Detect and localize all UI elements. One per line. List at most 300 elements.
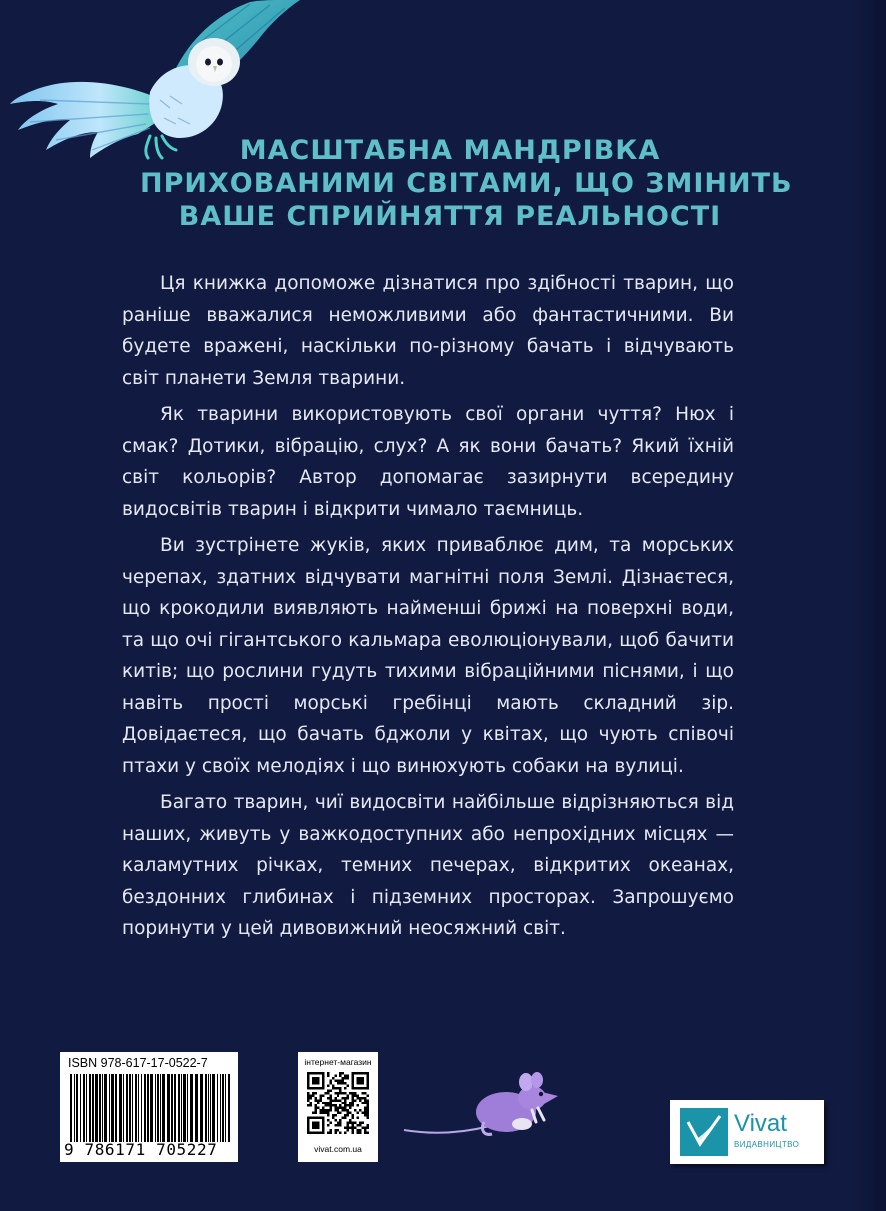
barcode-bar xyxy=(132,1074,133,1142)
barcode-bar xyxy=(138,1074,139,1142)
qr-module xyxy=(332,1114,334,1116)
qr-code-block[interactable] xyxy=(298,1052,378,1162)
qr-module xyxy=(344,1102,346,1104)
qr-module xyxy=(344,1087,346,1089)
qr-module xyxy=(367,1072,369,1074)
qr-module xyxy=(367,1112,369,1114)
qr-module xyxy=(307,1077,309,1079)
barcode-digits: 9 786171 705227 xyxy=(64,1140,218,1159)
qr-module xyxy=(324,1112,326,1114)
qr-module xyxy=(367,1104,369,1106)
barcode-bar xyxy=(220,1074,221,1142)
barcode-bar xyxy=(111,1074,114,1142)
qr-module xyxy=(344,1117,346,1119)
qr-module xyxy=(352,1079,354,1081)
qr-module xyxy=(344,1104,346,1106)
qr-module xyxy=(364,1099,366,1101)
qr-module xyxy=(359,1099,361,1101)
qr-module xyxy=(334,1074,336,1076)
qr-module xyxy=(312,1087,314,1089)
qr-module xyxy=(317,1082,319,1084)
barcode-bar xyxy=(126,1074,128,1142)
qr-module xyxy=(359,1072,361,1074)
barcode-bar xyxy=(150,1074,153,1142)
qr-module xyxy=(329,1099,331,1101)
qr-module xyxy=(317,1124,319,1126)
qr-module xyxy=(354,1109,356,1111)
qr-module xyxy=(349,1107,351,1109)
qr-module xyxy=(312,1094,314,1096)
qr-module xyxy=(329,1132,331,1134)
qr-module xyxy=(307,1094,309,1096)
qr-module xyxy=(314,1079,316,1081)
qr-module xyxy=(337,1124,339,1126)
isbn-label: ISBN 978-617-17-0522-7 xyxy=(68,1056,208,1070)
qr-module xyxy=(322,1087,324,1089)
qr-module xyxy=(352,1114,354,1116)
barcode-bar xyxy=(119,1074,122,1142)
qr-module xyxy=(307,1124,309,1126)
qr-module xyxy=(307,1119,309,1121)
barcode-bar xyxy=(181,1074,182,1142)
qr-module xyxy=(312,1124,314,1126)
qr-module xyxy=(342,1097,344,1099)
qr-module xyxy=(347,1127,349,1129)
qr-module xyxy=(307,1117,309,1119)
qr-module xyxy=(322,1077,324,1079)
qr-module xyxy=(332,1077,334,1079)
qr-module xyxy=(312,1077,314,1079)
qr-module xyxy=(367,1124,369,1126)
qr-module xyxy=(314,1109,316,1111)
qr-module xyxy=(362,1082,364,1084)
qr-module xyxy=(317,1077,319,1079)
barcode-bar xyxy=(160,1074,161,1142)
barcode-bar xyxy=(155,1074,156,1142)
barcode-bar xyxy=(104,1074,107,1142)
qr-module xyxy=(337,1092,339,1094)
qr-module xyxy=(319,1099,321,1101)
qr-module xyxy=(349,1092,351,1094)
qr-module xyxy=(337,1112,339,1114)
qr-module xyxy=(307,1104,309,1106)
barcode-bar xyxy=(200,1074,203,1142)
qr-module xyxy=(309,1087,311,1089)
qr-module xyxy=(307,1084,309,1086)
qr-module xyxy=(364,1114,366,1116)
publisher-logo xyxy=(670,1100,824,1164)
qr-module xyxy=(367,1094,369,1096)
qr-module xyxy=(334,1132,336,1134)
qr-module xyxy=(359,1132,361,1134)
qr-module xyxy=(357,1087,359,1089)
qr-module xyxy=(354,1127,356,1129)
barcode-bar xyxy=(80,1074,81,1142)
qr-module xyxy=(317,1079,319,1081)
qr-module xyxy=(337,1129,339,1131)
qr-module xyxy=(352,1074,354,1076)
qr-module xyxy=(367,1082,369,1084)
barcode-bar xyxy=(99,1074,101,1142)
qr-module xyxy=(329,1079,331,1081)
qr-module xyxy=(322,1117,324,1119)
barcode-bar xyxy=(171,1074,173,1142)
qr-module xyxy=(339,1072,341,1074)
qr-module xyxy=(314,1122,316,1124)
qr-module xyxy=(344,1074,346,1076)
barcode-bar xyxy=(174,1074,176,1142)
barcode-bar xyxy=(167,1074,170,1142)
qr-module xyxy=(339,1119,341,1121)
qr-module xyxy=(329,1109,331,1111)
mouse-illustration xyxy=(398,1060,574,1142)
headline-line-1: МАСШТАБНА МАНДРІВКА xyxy=(239,135,661,166)
qr-module xyxy=(327,1114,329,1116)
qr-module xyxy=(347,1109,349,1111)
qr-module xyxy=(314,1107,316,1109)
barcode-bar xyxy=(141,1074,142,1142)
barcode-bar xyxy=(187,1074,188,1142)
qr-module xyxy=(367,1132,369,1134)
qr-module xyxy=(344,1097,346,1099)
qr-module xyxy=(357,1094,359,1096)
qr-module xyxy=(357,1132,359,1134)
barcode-bar xyxy=(92,1074,94,1142)
barcode-bars xyxy=(70,1074,230,1142)
qr-module xyxy=(339,1079,341,1081)
qr-module xyxy=(317,1127,319,1129)
barcode-bar xyxy=(86,1074,87,1142)
barcode-bar xyxy=(208,1074,209,1142)
qr-module xyxy=(347,1129,349,1131)
qr-module xyxy=(347,1114,349,1116)
qr-module xyxy=(334,1097,336,1099)
qr-module xyxy=(327,1119,329,1121)
qr-module xyxy=(354,1099,356,1101)
qr-module xyxy=(322,1127,324,1129)
qr-module xyxy=(352,1082,354,1084)
qr-module xyxy=(317,1099,319,1101)
qr-module xyxy=(342,1082,344,1084)
qr-module xyxy=(307,1092,309,1094)
qr-module xyxy=(367,1074,369,1076)
qr-module xyxy=(307,1099,309,1101)
qr-module xyxy=(367,1117,369,1119)
qr-module xyxy=(324,1109,326,1111)
qr-module xyxy=(337,1079,339,1081)
qr-module xyxy=(359,1087,361,1089)
barcode-bar xyxy=(183,1074,186,1142)
publisher-name: Vivat xyxy=(734,1110,787,1137)
qr-module xyxy=(309,1132,311,1134)
qr-module xyxy=(357,1072,359,1074)
qr-module xyxy=(307,1122,309,1124)
qr-module xyxy=(344,1114,346,1116)
qr-module xyxy=(309,1102,311,1104)
qr-module xyxy=(339,1092,341,1094)
qr-module xyxy=(339,1124,341,1126)
barcode-bar xyxy=(135,1074,137,1142)
blurb-paragraph-1: Ця книжка допоможе дізнатися про здібності тварин, що раніше вважалися неможливими або фантастичними. Ви будете вражені, наскільки по-різному бачать і відчувають світ планети Земля тварини. xyxy=(122,273,734,389)
qr-module xyxy=(332,1099,334,1101)
qr-module xyxy=(352,1122,354,1124)
qr-module xyxy=(349,1122,351,1124)
qr-module xyxy=(329,1122,331,1124)
qr-module xyxy=(349,1119,351,1121)
qr-module xyxy=(357,1079,359,1081)
qr-module xyxy=(324,1104,326,1106)
qr-module xyxy=(364,1129,366,1131)
isbn-barcode xyxy=(60,1052,238,1162)
qr-module xyxy=(367,1084,369,1086)
qr-module xyxy=(359,1082,361,1084)
qr-module xyxy=(367,1079,369,1081)
qr-code[interactable] xyxy=(307,1072,369,1134)
qr-module xyxy=(334,1129,336,1131)
qr-module xyxy=(349,1127,351,1129)
headline-line-2: ПРИХОВАНИМИ СВІТАМИ, ЩО ЗМІНИТЬ xyxy=(140,168,793,199)
qr-module xyxy=(327,1084,329,1086)
qr-module xyxy=(337,1109,339,1111)
barcode-bar xyxy=(89,1074,91,1142)
qr-module xyxy=(319,1072,321,1074)
qr-module xyxy=(352,1092,354,1094)
qr-module xyxy=(314,1097,316,1099)
headline-line-3: ВАШЕ СПРИЙНЯТТЯ РЕАЛЬНОСТІ xyxy=(178,201,722,232)
qr-module xyxy=(339,1089,341,1091)
qr-module xyxy=(364,1132,366,1134)
qr-module xyxy=(337,1122,339,1124)
qr-module xyxy=(357,1104,359,1106)
qr-module xyxy=(327,1104,329,1106)
qr-module xyxy=(327,1132,329,1134)
qr-module xyxy=(337,1087,339,1089)
qr-module xyxy=(364,1127,366,1129)
qr-module xyxy=(332,1084,334,1086)
qr-module xyxy=(309,1097,311,1099)
blurb-paragraph-4: Багато тварин, чиї видосвіти найбільше відрізняються від наших, живуть у важкодоступних або непрохідних місцях — каламутних річках, темних печерах, відкритих океанах, бездонних глибинах і підземних просторах. Запрошуємо поринути у цей дивовижний неосяжний світ. xyxy=(122,792,734,939)
qr-module xyxy=(322,1132,324,1134)
qr-module xyxy=(319,1087,321,1089)
qr-module xyxy=(312,1117,314,1119)
qr-module xyxy=(312,1127,314,1129)
barcode-bar xyxy=(212,1074,215,1142)
qr-module xyxy=(352,1072,354,1074)
qr-module xyxy=(317,1132,319,1134)
qr-module xyxy=(339,1104,341,1106)
qr-module xyxy=(322,1109,324,1111)
qr-module xyxy=(354,1087,356,1089)
barcode-bar xyxy=(195,1074,198,1142)
qr-module xyxy=(342,1109,344,1111)
qr-module xyxy=(314,1132,316,1134)
publisher-subtitle: ВИДАВНИЦТВО xyxy=(734,1140,800,1149)
qr-module xyxy=(344,1077,346,1079)
qr-module xyxy=(367,1109,369,1111)
qr-module xyxy=(339,1112,341,1114)
qr-module xyxy=(332,1104,334,1106)
qr-module xyxy=(317,1107,319,1109)
qr-module xyxy=(357,1129,359,1131)
qr-module xyxy=(349,1112,351,1114)
qr-module xyxy=(322,1074,324,1076)
qr-module xyxy=(349,1102,351,1104)
qr-module xyxy=(357,1117,359,1119)
qr-module xyxy=(334,1079,336,1081)
qr-module xyxy=(327,1072,329,1074)
qr-module xyxy=(339,1107,341,1109)
qr-module xyxy=(364,1109,366,1111)
qr-module xyxy=(329,1129,331,1131)
qr-module xyxy=(352,1127,354,1129)
qr-module xyxy=(359,1122,361,1124)
qr-module xyxy=(344,1132,346,1134)
qr-module xyxy=(327,1074,329,1076)
qr-module xyxy=(342,1077,344,1079)
qr-module xyxy=(322,1122,324,1124)
qr-module xyxy=(367,1102,369,1104)
qr-module xyxy=(307,1129,309,1131)
qr-url-label: vivat.com.ua xyxy=(314,1144,362,1154)
qr-module xyxy=(312,1092,314,1094)
qr-module xyxy=(357,1082,359,1084)
qr-module xyxy=(347,1097,349,1099)
blurb-paragraph-3: Ви зустрінете жуків, яких приваблює дим, та морських черепах, здатних відчувати магнітні поля Землі. Дізнаєтеся, що крокодили виявляють найменші брижі на поверхні води, та що очі гігантського кальмара еволюціонували, щоб бачити китів; що рослини гудуть тихими вібраційними піснями, і що навіть прості морські гребінці мають складний зір. Довідаєтеся, що бачать бджоли у квітах, що чують співочі птахи у своїх мелодіях і що винюхують собаки на вулиці. xyxy=(122,535,734,777)
qr-module xyxy=(352,1104,354,1106)
qr-module xyxy=(322,1124,324,1126)
qr-module xyxy=(347,1122,349,1124)
qr-module xyxy=(314,1117,316,1119)
qr-module xyxy=(322,1084,324,1086)
qr-module xyxy=(342,1079,344,1081)
barcode-bar xyxy=(74,1074,75,1142)
qr-module xyxy=(337,1094,339,1096)
qr-module xyxy=(329,1094,331,1096)
barcode-bar xyxy=(217,1074,218,1142)
qr-module xyxy=(344,1109,346,1111)
qr-module xyxy=(329,1082,331,1084)
qr-module xyxy=(359,1129,361,1131)
qr-module xyxy=(342,1072,344,1074)
qr-module xyxy=(319,1097,321,1099)
qr-module xyxy=(317,1072,319,1074)
qr-module xyxy=(352,1084,354,1086)
barcode-bar xyxy=(123,1074,124,1142)
qr-module xyxy=(357,1077,359,1079)
qr-module xyxy=(364,1072,366,1074)
barcode-bar xyxy=(228,1074,230,1142)
qr-module xyxy=(354,1092,356,1094)
qr-module xyxy=(334,1109,336,1111)
qr-module xyxy=(314,1099,316,1101)
qr-module xyxy=(359,1124,361,1126)
qr-module xyxy=(362,1092,364,1094)
qr-module xyxy=(367,1107,369,1109)
qr-module xyxy=(339,1132,341,1134)
qr-module xyxy=(364,1112,366,1114)
qr-module xyxy=(337,1107,339,1109)
qr-module xyxy=(339,1074,341,1076)
qr-module xyxy=(339,1087,341,1089)
spine-edge xyxy=(850,0,886,1211)
qr-module xyxy=(334,1124,336,1126)
qr-module xyxy=(312,1112,314,1114)
qr-module xyxy=(349,1104,351,1106)
qr-module xyxy=(327,1097,329,1099)
qr-module xyxy=(319,1112,321,1114)
qr-module xyxy=(334,1119,336,1121)
qr-module xyxy=(352,1094,354,1096)
barcode-bar xyxy=(225,1074,226,1142)
qr-module xyxy=(314,1082,316,1084)
qr-module xyxy=(329,1102,331,1104)
qr-module xyxy=(322,1107,324,1109)
blurb-text xyxy=(122,268,734,950)
qr-module xyxy=(322,1112,324,1114)
qr-module xyxy=(309,1072,311,1074)
qr-module xyxy=(364,1092,366,1094)
qr-module xyxy=(322,1119,324,1121)
qr-module xyxy=(342,1092,344,1094)
qr-module xyxy=(359,1077,361,1079)
qr-module xyxy=(307,1097,309,1099)
qr-module xyxy=(317,1087,319,1089)
qr-module xyxy=(362,1127,364,1129)
qr-module xyxy=(362,1102,364,1104)
barcode-bar xyxy=(222,1074,224,1142)
qr-module xyxy=(344,1127,346,1129)
qr-module xyxy=(334,1114,336,1116)
qr-module xyxy=(324,1102,326,1104)
qr-module xyxy=(342,1107,344,1109)
qr-module xyxy=(322,1072,324,1074)
qr-module xyxy=(352,1117,354,1119)
qr-module xyxy=(334,1107,336,1109)
qr-module xyxy=(367,1077,369,1079)
qr-module xyxy=(364,1087,366,1089)
qr-module xyxy=(314,1072,316,1074)
qr-module xyxy=(317,1122,319,1124)
qr-module xyxy=(367,1087,369,1089)
barcode-bar xyxy=(157,1074,159,1142)
qr-module xyxy=(362,1112,364,1114)
qr-module xyxy=(347,1112,349,1114)
barcode-bar xyxy=(102,1074,103,1142)
qr-module xyxy=(332,1117,334,1119)
qr-module xyxy=(314,1077,316,1079)
qr-module xyxy=(322,1079,324,1081)
qr-module xyxy=(327,1112,329,1114)
qr-module xyxy=(317,1102,319,1104)
qr-module xyxy=(359,1097,361,1099)
qr-module xyxy=(329,1097,331,1099)
qr-module xyxy=(329,1089,331,1091)
blurb-paragraph-2: Як тварини використовують свої органи чуття? Нюх і смак? Дотики, вібрацію, слух? А як вони бачать? Який їхній світ кольорів? Автор допомагає зазирнути всередину видосвітів тварин і відкрити чимало таємниць. xyxy=(122,404,734,520)
qr-module xyxy=(362,1087,364,1089)
qr-module xyxy=(347,1124,349,1126)
barcode-bar xyxy=(76,1074,78,1142)
qr-module xyxy=(352,1087,354,1089)
barcode-bar xyxy=(205,1074,207,1142)
qr-module xyxy=(319,1109,321,1111)
barcode-bar xyxy=(95,1074,98,1142)
qr-module xyxy=(334,1099,336,1101)
qr-module xyxy=(362,1072,364,1074)
qr-module xyxy=(342,1117,344,1119)
qr-module xyxy=(362,1122,364,1124)
qr-module xyxy=(359,1079,361,1081)
qr-module xyxy=(334,1087,336,1089)
